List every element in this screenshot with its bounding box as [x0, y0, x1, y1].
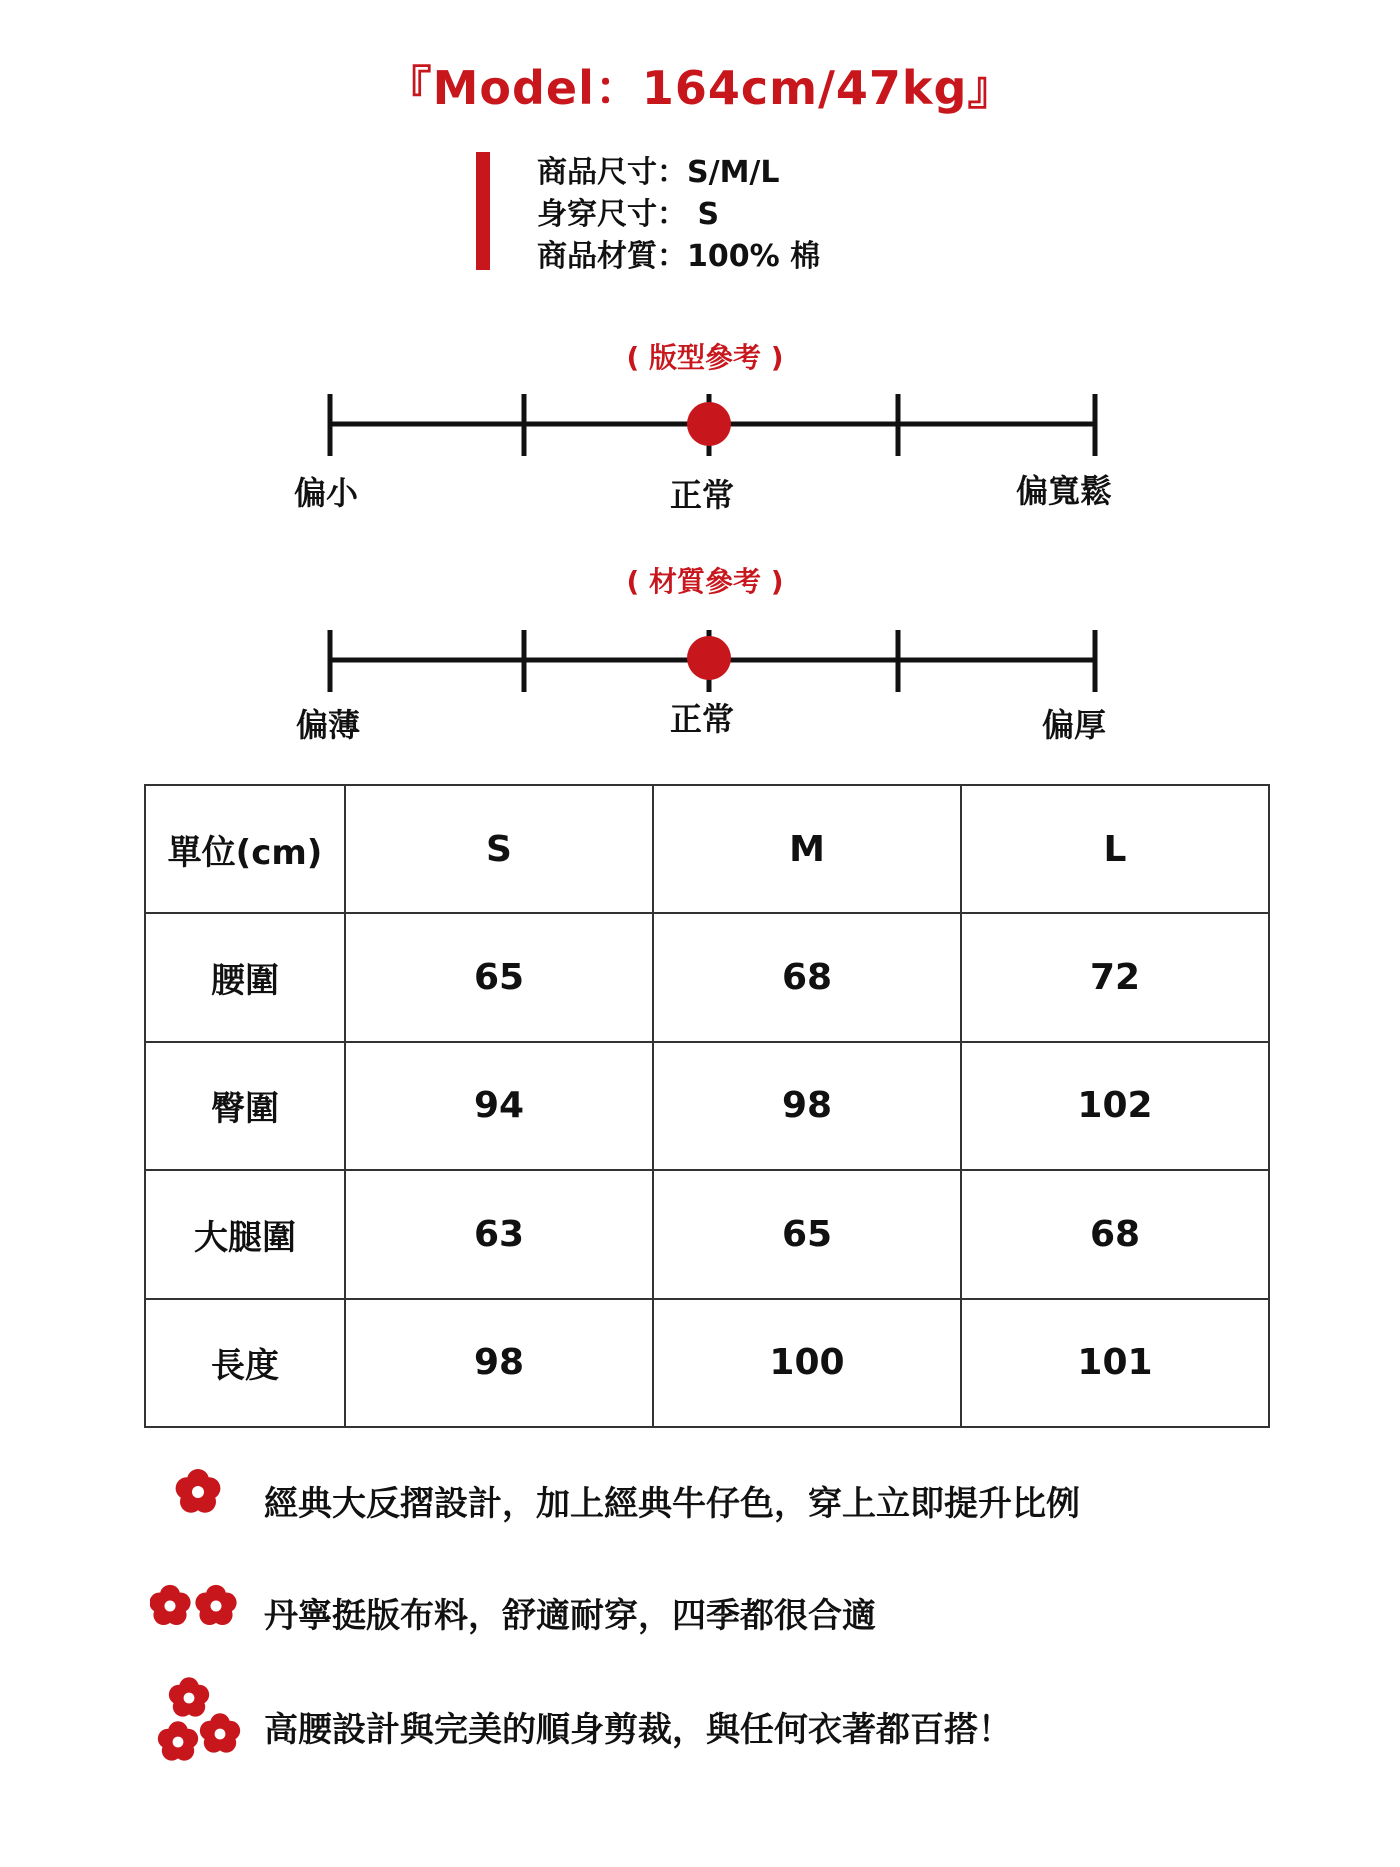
material-label-normal: 正常 — [670, 700, 735, 738]
row-label: 腰圍 — [145, 913, 345, 1041]
table-cell: 94 — [345, 1042, 653, 1170]
material-label-thin: 偏薄 — [296, 706, 361, 744]
fit-label-loose: 偏寬鬆 — [1016, 472, 1113, 510]
table-cell: 65 — [653, 1170, 961, 1298]
material-line: 商品材質：100% 棉 — [537, 239, 821, 274]
fit-label-small: 偏小 — [294, 474, 359, 512]
header-cell-m: M — [653, 785, 961, 913]
material-label-thick: 偏厚 — [1042, 706, 1107, 744]
feature-item-3 — [150, 1672, 1250, 1762]
feature-text-3: 高腰設計與完美的順身剪裁，與任何衣著都百搭！ — [264, 1710, 1012, 1750]
model-title: 『Model：164cm/47kg』 — [385, 61, 1015, 115]
table-cell: 102 — [961, 1042, 1269, 1170]
feature-item-2 — [150, 1578, 1250, 1668]
flower-icon — [150, 1578, 260, 1668]
fit-selected-marker — [687, 402, 731, 446]
table-row — [145, 1170, 1269, 1298]
table-cell: 68 — [961, 1170, 1269, 1298]
material-scale-title: ( 材質參考 ) — [626, 565, 784, 598]
table-cell: 65 — [345, 913, 653, 1041]
feature-item-1 — [150, 1464, 1250, 1554]
table-cell: 98 — [653, 1042, 961, 1170]
product-info — [537, 152, 820, 278]
flower-icon — [150, 1672, 260, 1782]
header-cell-s: S — [345, 785, 653, 913]
table-header-row — [145, 785, 1269, 913]
table-row — [145, 1299, 1269, 1427]
size-table — [144, 784, 1270, 1428]
material-selected-marker — [687, 636, 731, 680]
table-cell: 98 — [345, 1299, 653, 1427]
fit-label-normal: 正常 — [670, 476, 735, 514]
model-size-line: 身穿尺寸： S — [537, 197, 720, 232]
fit-scale-title: ( 版型參考 ) — [626, 341, 784, 374]
feature-text-1: 經典大反摺設計，加上經典牛仔色，穿上立即提升比例 — [264, 1484, 1080, 1524]
table-cell: 63 — [345, 1170, 653, 1298]
table-cell: 72 — [961, 913, 1269, 1041]
table-row — [145, 913, 1269, 1041]
table-cell: 100 — [653, 1299, 961, 1427]
product-size-line: 商品尺寸：S/M/L — [537, 155, 780, 190]
info-accent-bar — [476, 152, 490, 270]
header-cell-l: L — [961, 785, 1269, 913]
table-cell: 101 — [961, 1299, 1269, 1427]
header-cell-unit: 單位(cm) — [145, 785, 345, 913]
row-label: 大腿圍 — [145, 1170, 345, 1298]
table-cell: 68 — [653, 913, 961, 1041]
row-label: 臀圍 — [145, 1042, 345, 1170]
table-row — [145, 1042, 1269, 1170]
feature-text-2: 丹寧挺版布料，舒適耐穿，四季都很合適 — [264, 1596, 876, 1636]
flower-icon — [150, 1464, 260, 1554]
row-label: 長度 — [145, 1299, 345, 1427]
